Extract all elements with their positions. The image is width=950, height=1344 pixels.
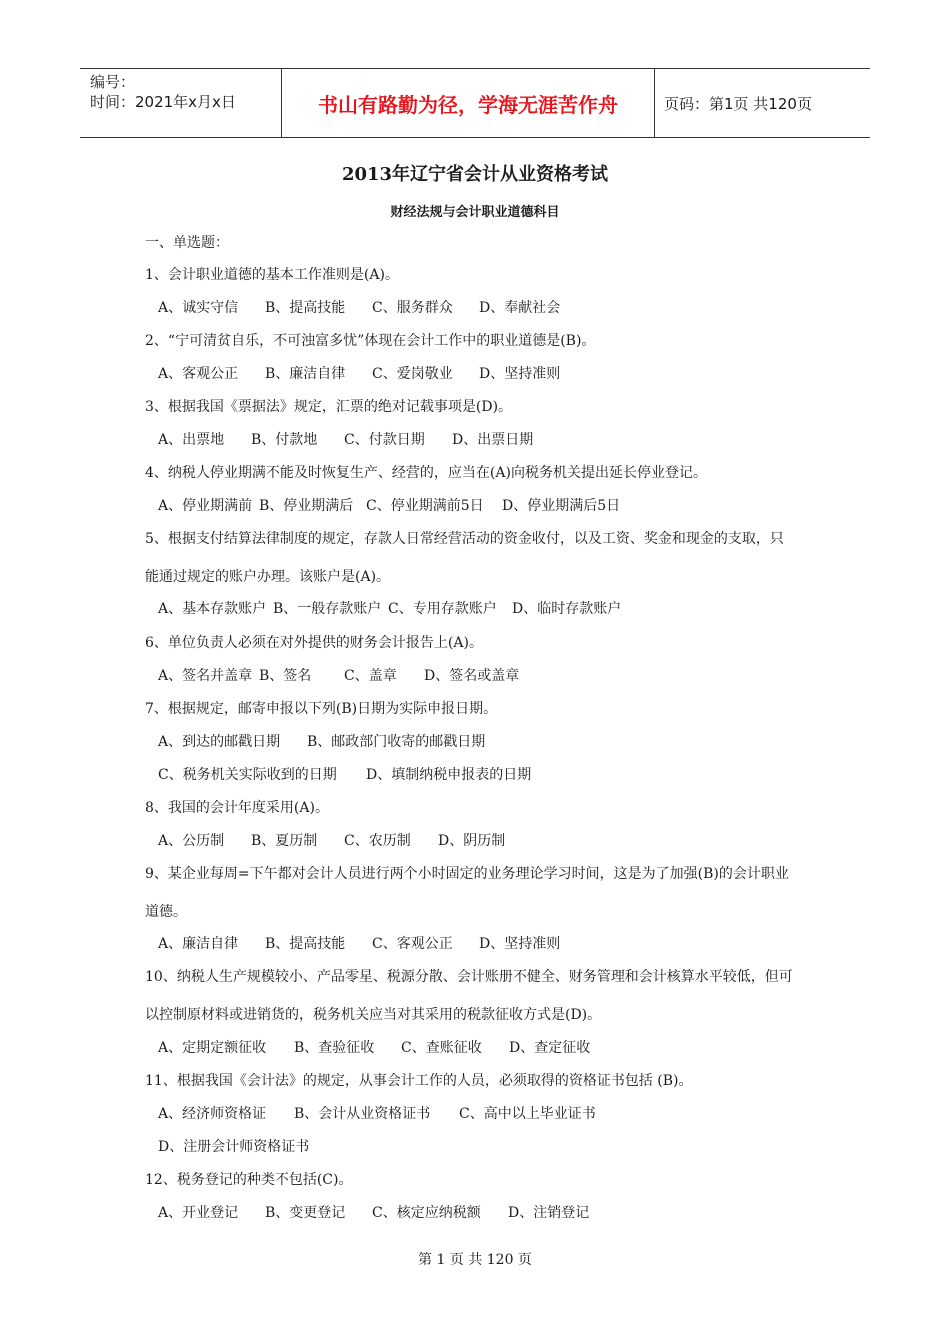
document-subtitle: 财经法规与会计职业道德科目 xyxy=(390,205,560,220)
option: D、停业期满后5日 xyxy=(502,498,621,514)
question-10-options xyxy=(158,1037,590,1057)
option: B、提高技能 xyxy=(265,936,346,952)
question-9-line-1: 9、某企业每周=下午都对会计人员进行两个小时固定的业务理论学习时间，这是为了加强(B)的会计职业 xyxy=(145,866,789,882)
option: A、开业登记 xyxy=(158,1205,239,1221)
question-12: 12、税务登记的种类不包括(C)。 xyxy=(145,1172,353,1188)
page-info: 页码：第1页 共120页 xyxy=(664,94,812,113)
option: D、临时存款账户 xyxy=(512,601,622,617)
option: C、爱岗敬业 xyxy=(372,366,453,382)
option: C、服务群众 xyxy=(372,300,453,316)
question-3: 3、根据我国《票据法》规定，汇票的绝对记载事项是(D)。 xyxy=(145,399,513,415)
question-7-options-row-1 xyxy=(158,731,485,751)
question-10-line-2: 以控制原材料或进销货的，税务机关应当对其采用的税款征收方式是(D)。 xyxy=(145,1007,602,1023)
option: C、客观公正 xyxy=(372,936,453,952)
question-11: 11、根据我国《会计法》的规定，从事会计工作的人员，必须取得的资格证书包括 (B)。 xyxy=(145,1073,693,1089)
option: B、付款地 xyxy=(251,432,318,448)
option: C、停业期满前5日 xyxy=(366,498,484,514)
option: C、税务机关实际收到的日期 xyxy=(158,767,337,783)
header-motto-cell xyxy=(281,69,655,137)
question-9-options xyxy=(158,933,560,953)
option: B、停业期满后 xyxy=(259,498,354,514)
number-label: 编号： xyxy=(90,73,136,91)
option: C、盖章 xyxy=(344,668,397,684)
question-3-options xyxy=(158,429,533,449)
option: A、出票地 xyxy=(158,432,225,448)
option: C、查账征收 xyxy=(401,1040,482,1056)
option: D、坚持准则 xyxy=(479,936,561,952)
question-1-options xyxy=(158,297,560,317)
option: B、提高技能 xyxy=(265,300,346,316)
option: A、客观公正 xyxy=(158,366,239,382)
option: D、阴历制 xyxy=(438,833,506,849)
option: A、到达的邮戳日期 xyxy=(158,734,281,750)
option: D、签名或盖章 xyxy=(424,668,520,684)
section-heading: 一、单选题： xyxy=(145,235,229,251)
option: A、定期定额征收 xyxy=(158,1040,267,1056)
header-meta-cell xyxy=(80,69,280,137)
option: A、基本存款账户 xyxy=(158,601,267,617)
option: A、诚实守信 xyxy=(158,300,239,316)
question-5-line-2: 能通过规定的账户办理。该账户是(A)。 xyxy=(145,569,391,585)
option: A、签名并盖章 xyxy=(158,668,253,684)
option: B、会计从业资格证书 xyxy=(294,1106,431,1122)
option: B、邮政部门收寄的邮戳日期 xyxy=(307,734,486,750)
motto-text: 书山有路勤为径，学海无涯苦作舟 xyxy=(318,92,618,117)
option: A、经济师资格证 xyxy=(158,1106,267,1122)
option: C、农历制 xyxy=(344,833,411,849)
option: A、停业期满前 xyxy=(158,498,253,514)
option: B、廉洁自律 xyxy=(265,366,346,382)
option: C、付款日期 xyxy=(344,432,425,448)
option: D、填制纳税申报表的日期 xyxy=(366,767,532,783)
option: D、注册会计师资格证书 xyxy=(158,1139,310,1155)
question-2-options xyxy=(158,363,560,383)
question-8: 8、我国的会计年度采用(A)。 xyxy=(145,800,329,816)
question-7: 7、根据规定，邮寄申报以下列(B)日期为实际申报日期。 xyxy=(145,701,498,717)
question-6: 6、单位负责人必须在对外提供的财务会计报告上(A)。 xyxy=(145,635,483,651)
option: D、出票日期 xyxy=(452,432,534,448)
question-11-options-row-1 xyxy=(158,1103,596,1123)
option: B、查验征收 xyxy=(294,1040,375,1056)
option: B、签名 xyxy=(259,668,312,684)
option: B、变更登记 xyxy=(265,1205,346,1221)
question-4-options xyxy=(158,495,620,515)
question-11-options-row-2 xyxy=(158,1136,309,1156)
option: C、专用存款账户 xyxy=(388,601,497,617)
question-4: 4、纳税人停业期满不能及时恢复生产、经营的，应当在(A)向税务机关提出延长停业登记。 xyxy=(145,465,707,481)
option: D、奉献社会 xyxy=(479,300,561,316)
question-6-options xyxy=(158,665,519,685)
question-5-options xyxy=(158,598,621,618)
header-table xyxy=(80,68,870,138)
question-10-line-1: 10、纳税人生产规模较小、产品零星、税源分散、会计账册不健全、财务管理和会计核算水平较低，但可 xyxy=(145,969,793,985)
header-page-cell xyxy=(654,69,870,137)
question-9-line-2: 道德。 xyxy=(145,904,187,920)
document-title: 2013年辽宁省会计从业资格考试 xyxy=(341,164,609,185)
question-12-options xyxy=(158,1202,589,1222)
option: A、廉洁自律 xyxy=(158,936,239,952)
question-7-options-row-2 xyxy=(158,764,531,784)
question-1: 1、会计职业道德的基本工作准则是(A)。 xyxy=(145,267,399,283)
option: B、夏历制 xyxy=(251,833,318,849)
time-label: 时间：2021年x月x日 xyxy=(90,93,236,111)
option: C、高中以上毕业证书 xyxy=(459,1106,596,1122)
option: D、注销登记 xyxy=(508,1205,590,1221)
option: A、公历制 xyxy=(158,833,225,849)
option: D、查定征收 xyxy=(509,1040,591,1056)
page-footer: 第 1 页 共 120 页 xyxy=(418,1252,532,1268)
option: C、核定应纳税额 xyxy=(372,1205,481,1221)
question-2: 2、“宁可清贫自乐，不可浊富多忧”体现在会计工作中的职业道德是(B)。 xyxy=(145,333,596,349)
question-5-line-1: 5、根据支付结算法律制度的规定，存款人日常经营活动的资金收付，以及工资、奖金和现金的支取，只 xyxy=(145,531,784,547)
question-8-options xyxy=(158,830,505,850)
option: D、坚持准则 xyxy=(479,366,561,382)
option: B、一般存款账户 xyxy=(273,601,382,617)
